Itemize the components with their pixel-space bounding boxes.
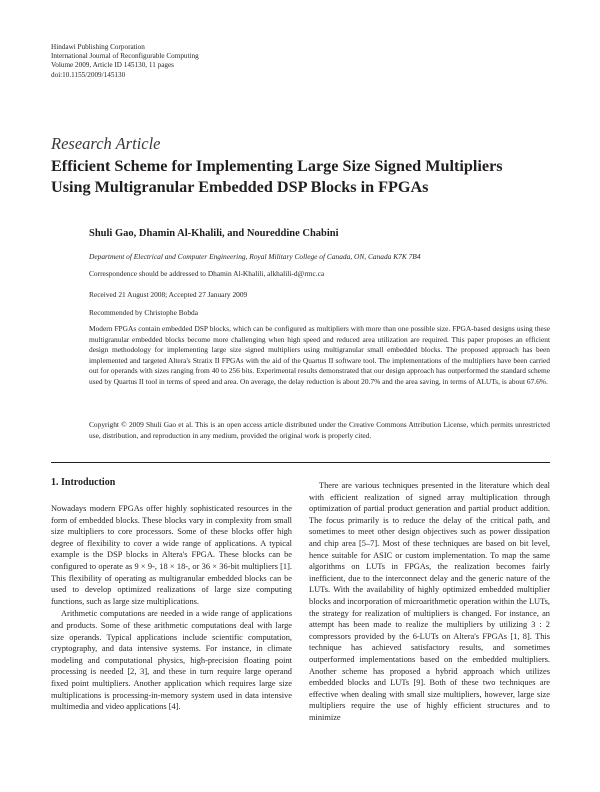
divider [51, 462, 550, 463]
right-column [309, 480, 550, 723]
title-line-2: Using Multigranular Embedded DSP Blocks in FPGAs [51, 178, 429, 196]
journal-header [51, 43, 199, 80]
copyright-notice: Copyright © 2009 Shuli Gao et al. This is an open access article distributed under the Creative Commons Attribution License, which permits unrestricted use, distribution, and reproduction in any medium, provided the original work is properly cited. [89, 420, 550, 440]
received-dates: Received 21 August 2008; Accepted 27 January 2009 [89, 290, 248, 299]
paragraph: There are various techniques presented in the literature which deal with efficient realization of signed array multiplication through optimization of partial product generation and partial product addition. The focus primarily is to reduce the delay of the critical path, and sometimes to meet other design objectives such as power dissipation and chip area [5–7]. Most of these techniques are based on bit level, hence suitable for ASIC or custom implementation. To map the same algorithms on LUTs in FPGAs, the realization becomes fairly inefficient, due to the interconnect delay and the generic nature of the LUTs. With the availability of highly optimized embedded multiplier blocks and incorporation of microarithmetic operation within the LUTs, the strategy for realization of multipliers is changed. For instance, an attempt has been made to realize the multipliers by utilizing 3 : 2 compressors provided by the 6-LUTs on Altera's FPGAs [1, 8]. This technique has achieved satisfactory results, and sometimes outperformed implementations based on the embedded multipliers. Another scheme has proposed a hybrid approach which utilizes embedded blocks and LUTs [9]. Both of these two techniques are effective when dealing with small size multipliers, however, large size multipliers require the use of highly efficient structures and to minimize [309, 481, 550, 722]
volume-info: Volume 2009, Article ID 145130, 11 pages [51, 61, 174, 70]
paper-title [51, 156, 571, 198]
abstract: Modern FPGAs contain embedded DSP blocks, which can be configured as multipliers with more than one possible size. FPGA-based designs using these multigranular embedded blocks become more challenging when high speed and reduced area utilization are required. This paper proposes an efficient design methodology for implementing large size signed multipliers using multigranular small embedded blocks. The proposed approach has been implemented and targeted Altera's Stratix II FPGAs with the aid of the Quartus II software tool. The implementations of the multipliers have been carried out for operands with sizes ranging from 40 to 256 bits. Experimental results demonstrated that our design approach has outperformed the standard scheme used by Quartus II tool in terms of speed and area. On average, the delay reduction is about 20.7% and the area saving, in terms of ALUTs, is about 67.6%. [89, 324, 550, 386]
correspondence: Correspondence should be addressed to Dhamin Al-Khalili, alkhalili-d@rmc.ca [89, 269, 325, 278]
doi: doi:10.1155/2009/145130 [51, 70, 126, 79]
paragraph: Arithmetic computations are needed in a wide range of applications and products. Some of these arithmetic computations deal with large size operands. Typical applications include scientific computation, cryptography, and data intensive systems. For instance, in climate modeling and computational physics, high-precision floating point processing is needed [2, 3], and these in turn require large operand fixed point multipliers. Another application which requires large size multiplications is processing-in-memory system used in data intensive multimedia and video applications [4]. [51, 609, 292, 712]
publisher: Hindawi Publishing Corporation [51, 43, 145, 51]
paragraph: Nowadays modern FPGAs offer highly sophisticated resources in the form of embedded blocks. These blocks vary in complexity from small size multipliers to core processors. Some of these blocks offer high degree of flexibility to cover a wide range of applications. A typical example is the DSP blocks in Altera's FPGA. These blocks can be configured to operate as 9 × 9-, 18 × 18-, or 36 × 36-bit multipliers [1]. This flexibility of operating as multigranular embedded blocks can be used to develop optimized realizations of large size computing functions, such as large size multiplications. [51, 504, 292, 606]
article-type: Research Article [51, 134, 161, 153]
authors: Shuli Gao, Dhamin Al-Khalili, and Noureddine Chabini [89, 228, 339, 239]
affiliation: Department of Electrical and Computer Engineering, Royal Military College of Canada, ON, Canada K7K 7B4 [89, 252, 421, 261]
journal-name: International Journal of Reconfigurable Computing [51, 52, 199, 61]
section-heading: 1. Introduction [51, 477, 116, 488]
recommended-by: Recommended by Christophe Bobda [89, 308, 198, 317]
title-line-1: Efficient Scheme for Implementing Large Size Signed Multipliers [51, 157, 503, 175]
left-column [51, 503, 292, 713]
